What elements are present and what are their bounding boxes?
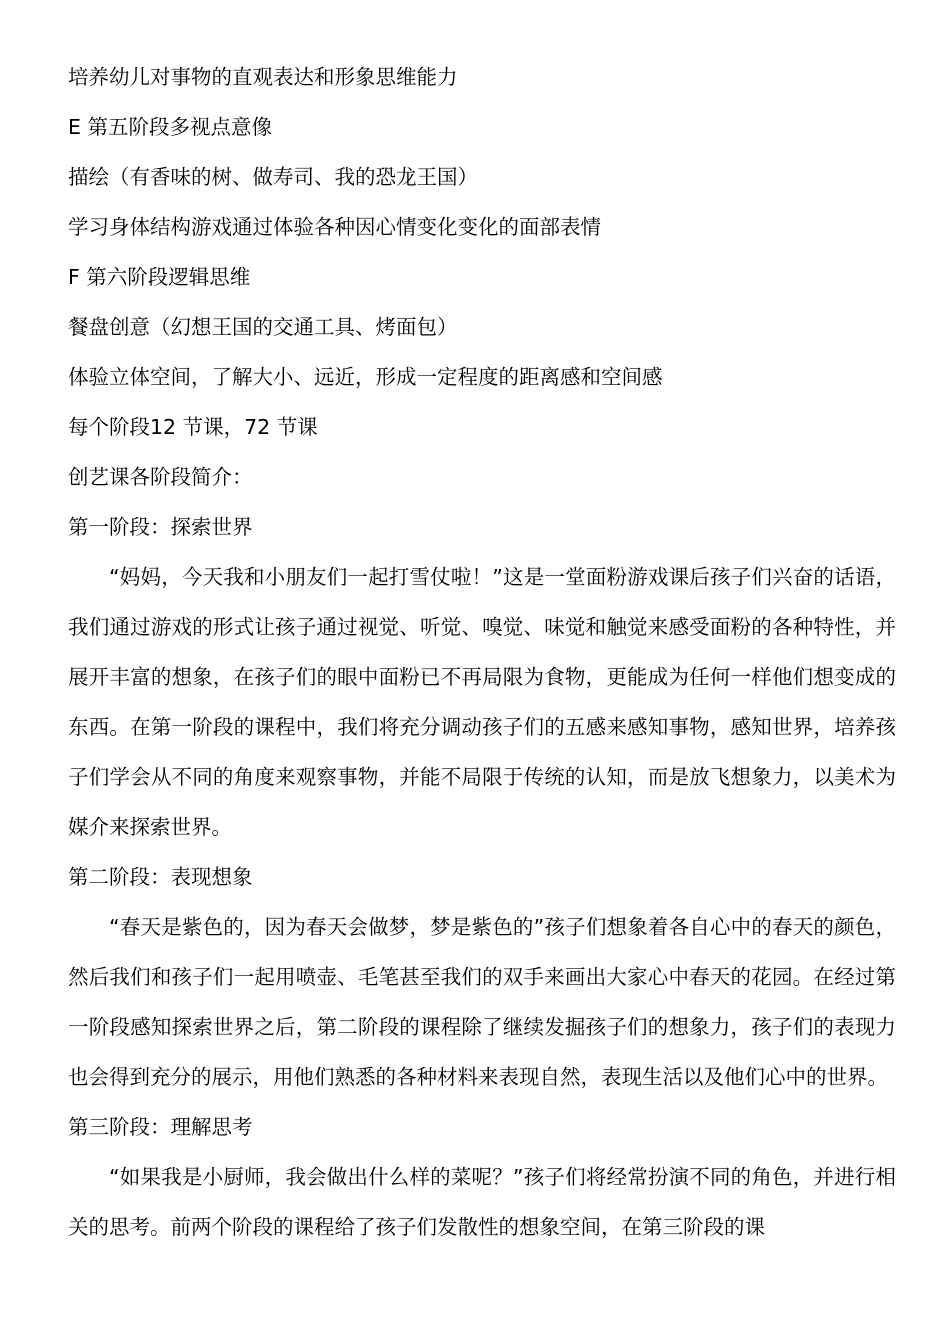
document-page: [68, 52, 896, 1252]
stage-3-paragraph: “如果我是小厨师，我会做出什么样的菜呢？”孩子们将经常扮演不同的角色，并进行相关的思考。前两个阶段的课程给了孩子们发散性的想象空间，在第三阶段的课: [68, 1165, 896, 1239]
lesson-count-line: 每个阶段12 节课，72 节课: [68, 415, 318, 439]
text-line: 学习身体结构游戏通过体验各种因心情变化变化的面部表情: [68, 215, 601, 239]
text-line: 体验立体空间，了解大小、远近，形成一定程度的距离感和空间感: [68, 365, 663, 389]
section-title: 创艺课各阶段简介：: [68, 465, 253, 489]
text-line: 培养幼儿对事物的直观表达和形象思维能力: [68, 65, 458, 89]
stage-3-heading: 第三阶段：理解思考: [68, 1115, 253, 1139]
text-line: 餐盘创意（幻想王国的交通工具、烤面包）: [68, 315, 458, 339]
stage-1-heading: 第一阶段：探索世界: [68, 515, 253, 539]
stage-1-paragraph: “妈妈，今天我和小朋友们一起打雪仗啦！”这是一堂面粉游戏课后孩子们兴奋的话语，我们通过游戏的形式让孩子通过视觉、听觉、嗅觉、味觉和触觉来感受面粉的各种特性，并展开丰富的想象，在孩子们的眼中面粉已不再局限为食物，更能成为任何一样他们想变成的东西。在第一阶段的课程中，我们将充分调动孩子们的五感来感知事物，感知世界，培养孩子们学会从不同的角度来观察事物，并能不局限于传统的认知，而是放飞想象力，以美术为媒介来探索世界。: [68, 565, 896, 839]
stage-5-heading: E 第五阶段多视点意像: [68, 115, 272, 139]
text-line: 描绘（有香味的树、做寿司、我的恐龙王国）: [68, 165, 478, 189]
stage-2-heading: 第二阶段：表现想象: [68, 865, 253, 889]
stage-2-paragraph: “春天是紫色的，因为春天会做梦，梦是紫色的”孩子们想象着各自心中的春天的颜色，然后我们和孩子们一起用喷壶、毛笔甚至我们的双手来画出大家心中春天的花园。在经过第一阶段感知探索世界之后，第二阶段的课程除了继续发掘孩子们的想象力，孩子们的表现力也会得到充分的展示，用他们熟悉的各种材料来表现自然，表现生活以及他们心中的世界。: [68, 915, 896, 1089]
stage-6-heading: F 第六阶段逻辑思维: [68, 265, 251, 289]
